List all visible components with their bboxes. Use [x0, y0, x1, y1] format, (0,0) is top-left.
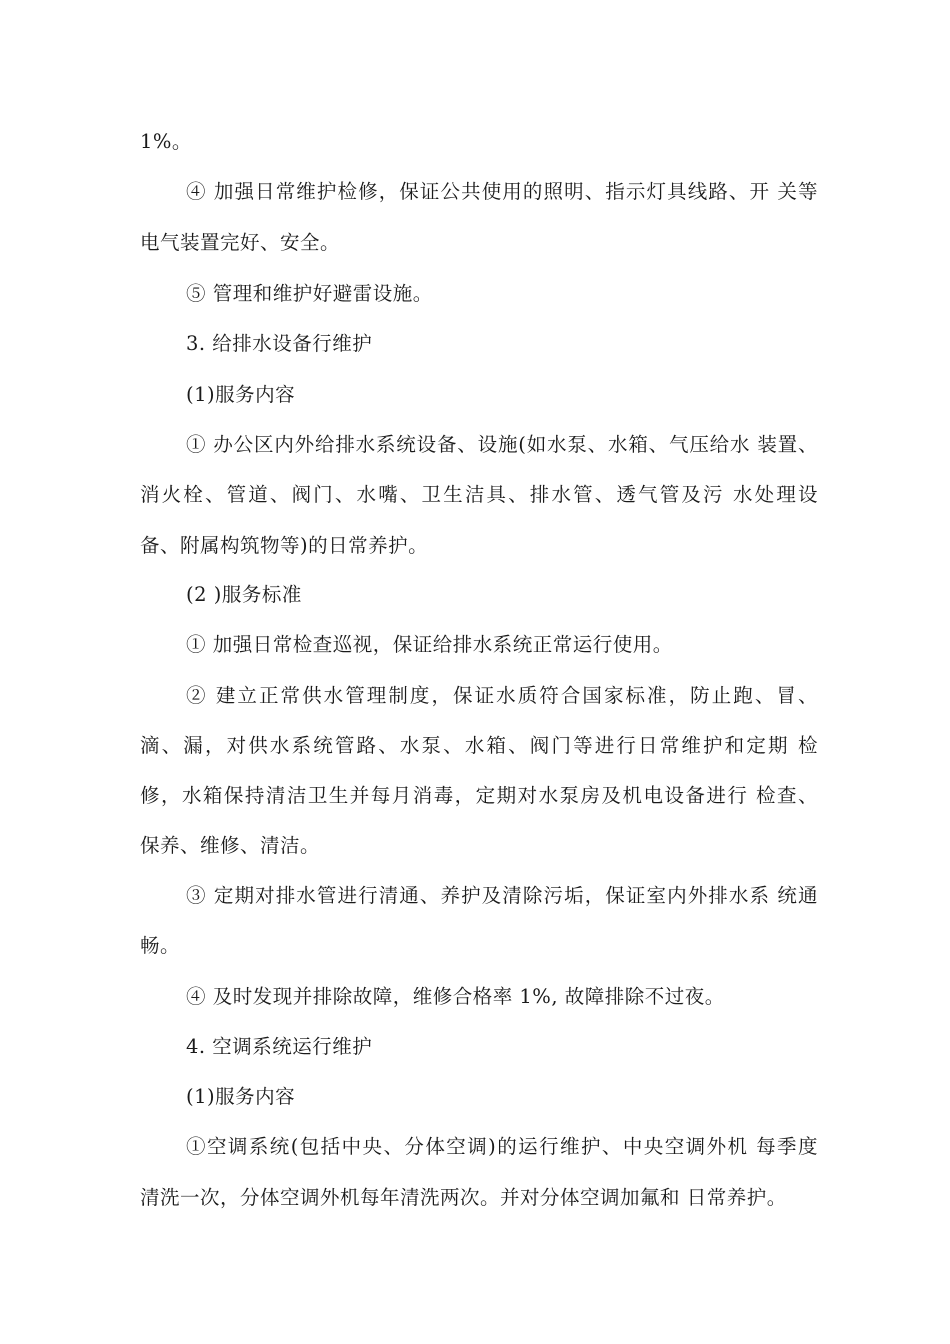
- text-line: 消火栓、管道、阀门、水嘴、卫生洁具、排水管、透气管及污 水处理设: [140, 483, 818, 506]
- text-line: ④ 加强日常维护检修，保证公共使用的照明、指示灯具线路、开 关等: [186, 180, 818, 203]
- text-line: ④ 及时发现并排除故障，维修合格率 1%, 故障排除不过夜。: [186, 985, 725, 1008]
- text-line: ② 建立正常供水管理制度，保证水质符合国家标准，防止跑、冒、: [186, 684, 818, 707]
- text-line: ③ 定期对排水管进行清通、养护及清除污垢，保证室内外排水系 统通: [186, 884, 818, 907]
- text-line: 电气装置完好、安全。: [140, 231, 341, 254]
- subsection-heading: (2 )服务标准: [186, 583, 302, 606]
- text-line: 修，水箱保持清洁卫生并每月消毒，定期对水泵房及机电设备进行 检查、: [140, 784, 818, 807]
- text-line: 清洗一次，分体空调外机每年清洗两次。并对分体空调加氟和 日常养护。: [140, 1186, 787, 1209]
- text-line: 保养、维修、清洁。: [140, 834, 321, 857]
- subsection-heading: (1)服务内容: [186, 383, 296, 406]
- section-heading: 3. 给排水设备行维护: [186, 332, 373, 355]
- text-line: 备、附属构筑物等)的日常养护。: [140, 534, 429, 557]
- subsection-heading: (1)服务内容: [186, 1085, 296, 1108]
- section-heading: 4. 空调系统运行维护: [186, 1035, 373, 1058]
- text-line: ⑤ 管理和维护好避雷设施。: [186, 282, 433, 305]
- text-line: 畅。: [140, 934, 181, 957]
- text-line: ① 加强日常检查巡视，保证给排水系统正常运行使用。: [186, 633, 673, 656]
- text-line: 1%。: [140, 130, 192, 153]
- text-line: ① 办公区内外给排水系统设备、设施(如水泵、水箱、气压给水 装置、: [186, 433, 818, 456]
- text-line: ①空调系统(包括中央、分体空调)的运行维护、中央空调外机 每季度: [186, 1135, 818, 1158]
- text-line: 滴、漏，对供水系统管路、水泵、水箱、阀门等进行日常维护和定期 检: [140, 734, 818, 757]
